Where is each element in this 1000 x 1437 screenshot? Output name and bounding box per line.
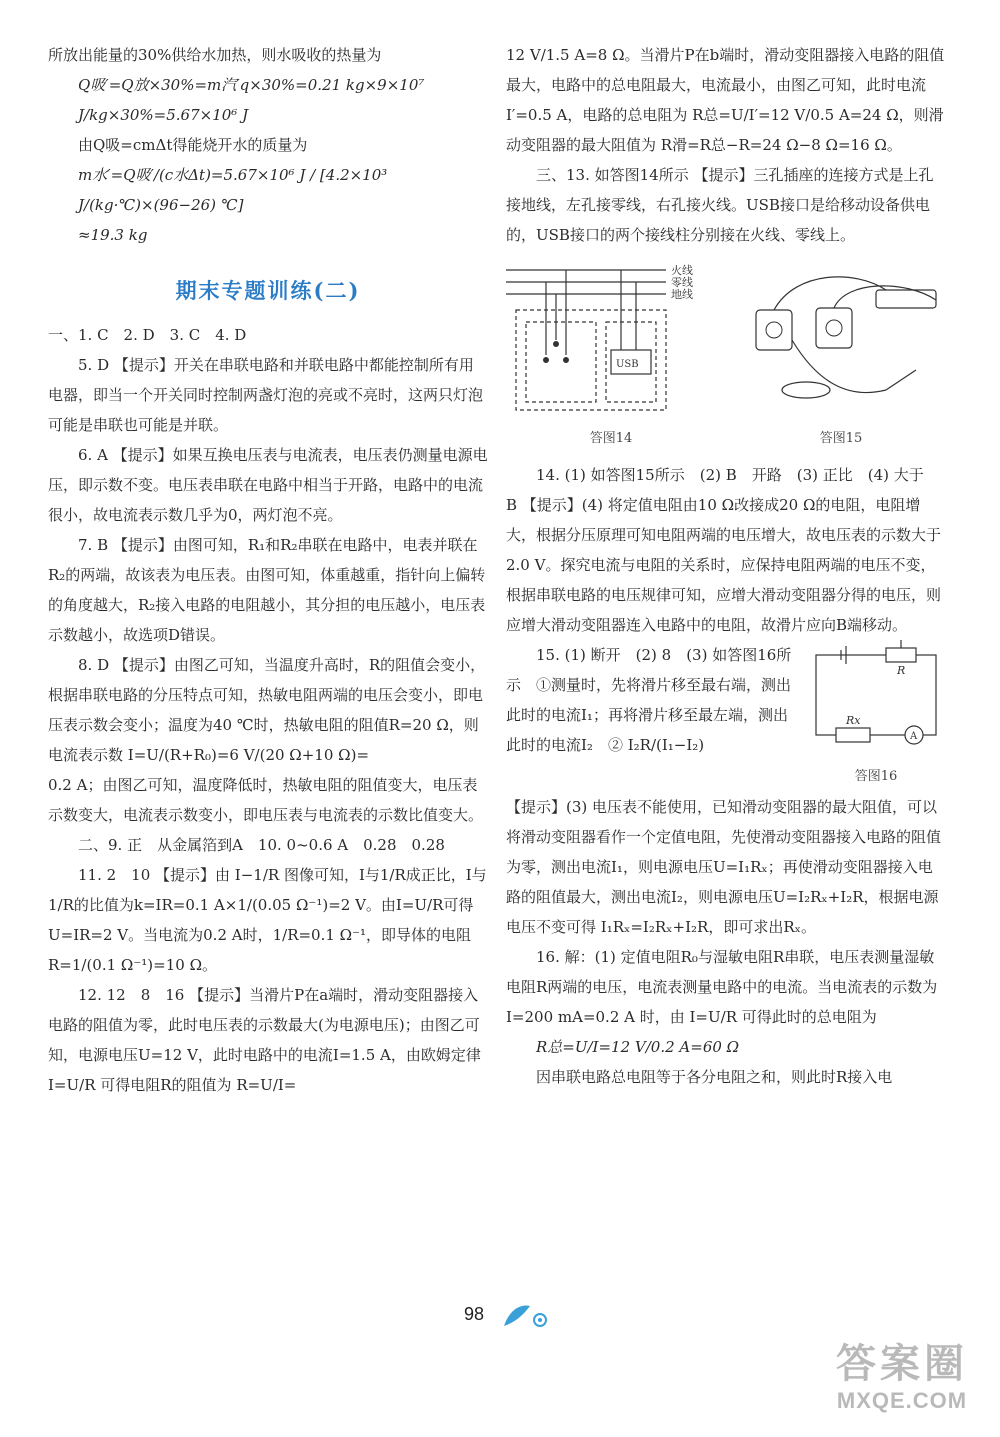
answer-12: 12. 12 8 16 【提示】当滑片P在a端时，滑动变阻器接入电路的阻值为零，此时电压表的示数最大(为电源电压)；由图乙可知，电源电压U=12 V，此时电路中的电流I=1.5 A，由欧姆定律 I=U/R 可得电阻R的阻值为 R=U/I= [48, 986, 481, 1094]
answer-1-4: 一、1. C 2. D 3. C 4. D [48, 326, 247, 344]
text-mass-intro: 由Q吸=cmΔt得能烧开水的质量为 [78, 136, 308, 154]
circuit-photo-15 [736, 260, 946, 420]
label-rx: Rx [846, 714, 861, 727]
caption-14: 答图14 [589, 431, 633, 446]
answer-6: 6. A 【提示】如果互换电压表与电流表，电压表仍测量电源电压，即示数不变。电压表串联在电路中相当于开路，电路中的电流很小，故电流表示数几乎为0，两灯泡不亮。 [48, 446, 488, 524]
answer-8-cont: 0.2 A；由图乙可知，温度降低时，热敏电阻的阻值变大，电压表示数变大，电流表示数变小，即电压表与电流表的示数比值变大。 [48, 776, 484, 824]
page-number: 98 [464, 1304, 485, 1324]
watermark-url: MXQE.COM [836, 1388, 968, 1413]
caption-15: 答图15 [819, 431, 863, 446]
label-r: R [897, 664, 906, 677]
leaf-decoration-icon [500, 1302, 552, 1330]
label-ammeter: A [910, 731, 918, 742]
figure-row [506, 260, 946, 454]
answer-12-cont: 12 V/1.5 A=8 Ω。当滑片P在b端时，滑动变阻器接入电路的阻值最大，电路中的总电阻最大，电流最小，由图乙可知，此时电流 I′=0.5 A，电路的总电阻为 R总=U/I′=12 V/0.5 A=24 Ω，则滑动变阻器的最大阻值为 R滑=R总−R=24 Ω−8 Ω=16 Ω。 [506, 46, 945, 154]
answer-11: 11. 2 10 【提示】由 I−1/R 图像可知，I与1/R成正比，I与1/R的比值为k=IR=0.1 A×1/(0.05 Ω⁻¹)=2 V。由I=U/R可得U=IR=2 V。当电流为0.2 A时，1/R=0.1 Ω⁻¹，即导体的电阻R=1/(0.1 Ω⁻¹)=10 Ω。 [48, 866, 487, 974]
wiring-diagram-14 [506, 260, 716, 420]
formula-heat: Q吸′=Q放×30%=m汽′q×30%=0.21 kg×9×10⁷ J/kg×30%=5.67×10⁶ J [78, 76, 425, 124]
label-neutral-wire: 零线 [671, 276, 693, 289]
answer-7: 7. B 【提示】由图可知，R₁和R₂串联在电路中，电表并联在R₂的两端，故该表为电压表。由图可知，体重越重，指针向上偏转的角度越大，R₂接入电路的电阻越小，其分担的电压越小，电压表示数越小，故选项D错误。 [48, 536, 486, 644]
figure-14 [506, 260, 716, 454]
formula-result: ≈19.3 kg [78, 226, 148, 244]
answer-15-tip: 【提示】(3) 电压表不能使用，已知滑动变阻器的最大阻值，可以将滑动变阻器看作一个定值电阻，先使滑动变阻器接入电路的阻值为零，测出电流I₁，则电源电压U=I₁Rₓ；再使滑动变阻器接入电路的阻值最大，测出电流I₂，则电源电压U=I₂Rₓ+I₂R，根据电源电压不变可得 I₁Rₓ=I₂Rₓ+I₂R，即可求出Rₓ。 [506, 798, 942, 936]
label-ground-wire: 地线 [671, 288, 693, 301]
answer-5: 5. D 【提示】开关在串联电路和并联电路中都能控制所有用电器，即当一个开关同时控制两盏灯泡的亮或不亮时，这两只灯泡可能是串联也可能是并联。 [48, 356, 484, 434]
section-title: 期末专题训练(二) [175, 278, 361, 303]
formula-mass: m水′=Q吸′/(c水Δt)=5.67×10⁶ J / [4.2×10³ J/(kg·℃)×(96−26) ℃] [78, 166, 388, 214]
label-live-wire: 火线 [671, 264, 693, 277]
label-usb: USB [616, 359, 639, 370]
right-column [506, 40, 946, 1092]
answer-16-cont: 因串联电路总电阻等于各分电阻之和，则此时R接入电 [536, 1068, 893, 1086]
answer-8: 8. D 【提示】由图乙可知，当温度升高时，R的阻值会变小，根据串联电路的分压特点可知，热敏电阻两端的电压会变小，即电压表示数会变小；温度为40 ℃时，热敏电阻的阻值R=20 Ω，则电流表示数 I=U/(R+R₀)=6 V/(20 Ω+10 Ω)= [48, 656, 486, 764]
watermark-logo: 答案圈 [836, 1342, 968, 1386]
left-column [48, 40, 488, 1100]
answer-9-10: 二、9. 正 从金属箔到A 10. 0~0.6 A 0.28 0.28 [78, 836, 445, 854]
answer-14: 14. (1) 如答图15所示 (2) B 开路 (3) 正比 (4) 大于 B 【提示】(4) 将定值电阻由10 Ω改接成20 Ω的电阻，电阻增大，根据分压原理可知电阻两端的电压增大，故电压表的示数大于2.0 V。探究电流与电阻的关系时，应保持电阻两端的电压不变，根据串联电路的电压规律可知，应增大滑动变阻器分得的电压，则应增大滑动变阻器连入电路中的电阻，故滑片应向B端移动。 [506, 466, 942, 634]
caption-16: 答图16 [854, 769, 898, 784]
text-intro: 所放出能量的30%供给水加热，则水吸收的热量为 [48, 46, 382, 64]
formula-16: R总=U/I=12 V/0.2 A=60 Ω [536, 1038, 740, 1056]
figure-15 [736, 260, 946, 454]
answer-15-block [506, 640, 946, 792]
circuit-diagram-16 [806, 640, 946, 750]
answer-15: 15. (1) 断开 (2) 8 (3) 如答图16所示 ①测量时，先将滑片移至最右端，测出此时的电流I₁；再将滑片移至最左端，测出此时的电流I₂ ② I₂R/(I₁−I₂) [506, 646, 792, 754]
watermark [812, 1340, 992, 1414]
answer-13: 三、13. 如答图14所示 【提示】三孔插座的连接方式是上孔接地线，左孔接零线，右孔接火线。USB接口是给移动设备供电的，USB接口的两个接线柱分别接在火线、零线上。 [506, 166, 934, 244]
figure-16 [806, 640, 946, 792]
answer-16: 16. 解：(1) 定值电阻R₀与湿敏电阻R串联，电压表测量湿敏电阻R两端的电压，电流表测量电路中的电流。当电流表的示数为 I=200 mA=0.2 A 时，由 I=U/R 可得此时的总电阻为 [506, 948, 938, 1026]
